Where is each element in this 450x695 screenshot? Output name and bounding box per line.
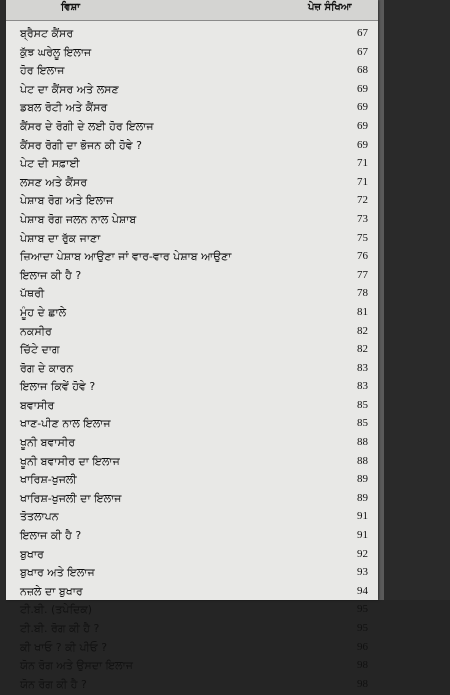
toc-entry: [6, 361, 378, 380]
toc-entry: [6, 175, 378, 194]
toc-entry-title: ਇਲਾਜ ਕਿਵੇਂ ਹੋਵੇ ?: [20, 380, 96, 394]
toc-entry-title: ਪੇਟ ਦਾ ਕੈਂਸਰ ਅਤੇ ਲਸਣ: [20, 82, 119, 96]
toc-entry-page: 67: [357, 27, 368, 39]
toc-entry-page: 85: [357, 398, 368, 411]
toc-entry-page: 69: [357, 138, 368, 151]
toc-entry: [6, 565, 378, 584]
toc-entry-title: ਮੂੰਹ ਦੇ ਛਾਲੇ: [20, 305, 67, 319]
toc-entry: [6, 621, 378, 640]
toc-entry: [6, 26, 378, 45]
toc-entry-title: ਖੂਨੀ ਬਵਾਸੀਰ ਦਾ ਇਲਾਜ: [20, 454, 120, 468]
toc-entry: [6, 212, 378, 231]
toc-entry-title: ਇਲਾਜ ਕੀ ਹੈ ?: [20, 268, 82, 282]
toc-entry: [6, 63, 378, 82]
toc-entry-page: 73: [357, 212, 368, 225]
toc-entry: [6, 324, 378, 343]
toc-entry: [6, 602, 378, 621]
toc-entry: [6, 231, 378, 250]
toc-entry-title: ਤੋਤਲਾਪਨ: [20, 510, 59, 524]
toc-entry-page: 75: [357, 231, 368, 244]
toc-entry-title: ਯੋਨ ਰੋਗ ਅਤੇ ਉਸਦਾ ਇਲਾਜ: [20, 659, 133, 673]
toc-entry: [6, 249, 378, 268]
toc-entry-page: 82: [357, 343, 368, 356]
toc-entry: [6, 677, 378, 695]
toc-entry-title: ਪੇਸ਼ਾਬ ਰੋਗ ਅਤੇ ਇਲਾਜ: [20, 194, 114, 208]
toc-entry-page: 71: [357, 175, 368, 188]
toc-entry: [6, 119, 378, 138]
book-page: [6, 0, 378, 691]
toc-entry-page: 85: [357, 417, 368, 430]
page-column-header: ਪੇਜ਼ ਸੰਖਿਆ: [308, 2, 352, 13]
toc-entry: [6, 491, 378, 510]
toc-entry: [6, 509, 378, 528]
toc-entry-title: ਪੇਸ਼ਾਬ ਰੋਗ ਜਲਨ ਨਾਲ ਪੇਸ਼ਾਬ: [20, 212, 137, 226]
toc-entry-page: 93: [357, 566, 368, 579]
toc-entry-title: ਡਬਲ ਰੋਟੀ ਅਤੇ ਕੈਂਸਰ: [20, 101, 108, 115]
toc-entry: [6, 640, 378, 659]
toc-entry-title: ਖਾਰਿਸ਼-ਖੁਜਲੀ ਦਾ ਇਲਾਜ: [20, 491, 122, 505]
toc-entry-page: 91: [357, 529, 368, 542]
toc-entry-page: 67: [357, 45, 368, 58]
toc-entry: [6, 435, 378, 454]
toc-entry-page: 88: [357, 454, 368, 467]
toc-entry-page: 96: [357, 640, 368, 653]
toc-entry-title: ਖੂਨੀ ਬਵਾਸੀਰ: [20, 436, 76, 450]
toc-entry-page: 71: [357, 157, 368, 170]
toc-entry-title: ਟੀ.ਬੀ. (ਤਪੇਦਿਕ): [20, 603, 93, 617]
toc-entry-title: ਰੋਗ ਦੇ ਕਾਰਨ: [20, 361, 74, 375]
toc-entry-page: 83: [357, 361, 368, 374]
toc-entry: [6, 658, 378, 677]
toc-entry-title: ਕੈਂਸਰ ਰੋਗੀ ਦਾ ਭੋਜਨ ਕੀ ਹੋਵੇ ?: [20, 138, 142, 152]
toc-entry-title: ਪੇਸ਼ਾਬ ਦਾ ਰੁੱਕ ਜਾਣਾ: [20, 231, 101, 245]
toc-entry-title: ਖਾਰਿਸ਼-ਖੁਜਲੀ: [20, 473, 77, 487]
toc-entry: [6, 547, 378, 566]
toc-entry: [6, 156, 378, 175]
toc-entry-page: 82: [357, 324, 368, 337]
toc-entry-page: 98: [357, 677, 368, 690]
toc-entry-page: 69: [357, 82, 368, 95]
toc-entry-page: 68: [357, 64, 368, 77]
toc-entry: [6, 454, 378, 473]
toc-entry-page: 76: [357, 250, 368, 263]
toc-entry-title: ਚਿੱਟੇ ਦਾਗ: [20, 343, 60, 357]
toc-entry-page: 81: [357, 305, 368, 318]
toc-entry-title: ਨਜ਼ਲੇ ਦਾ ਬੁਖਾਰ: [20, 584, 83, 598]
toc-header: [6, 0, 378, 21]
toc-entry-title: ਹੋਰ ਇਲਾਜ: [20, 64, 65, 78]
toc-entry-page: 98: [357, 659, 368, 672]
toc-entry-page: 92: [357, 547, 368, 560]
toc-entry: [6, 305, 378, 324]
toc-entry-page: 77: [357, 268, 368, 281]
toc-entry-page: 78: [357, 287, 368, 300]
toc-entry-page: 95: [357, 622, 368, 634]
toc-entry-page: 88: [357, 436, 368, 449]
toc-entry: [6, 528, 378, 547]
toc-entry-title: ਕੀ ਖਾਓ ? ਕੀ ਪੀਓ ?: [20, 640, 108, 654]
toc-entry-title: ਜ਼ਿਆਦਾ ਪੇਸ਼ਾਬ ਆਉਣਾ ਜਾਂ ਵਾਰ-ਵਾਰ ਪੇਸ਼ਾਬ ਆਉਣਾ: [20, 250, 232, 264]
toc-entry-title: ਨਕਸੀਰ: [20, 324, 52, 338]
toc-entry-title: ਬੁਖਾਰ: [20, 547, 44, 561]
table-of-contents: [6, 26, 378, 695]
toc-entry: [6, 398, 378, 417]
toc-entry: [6, 82, 378, 101]
toc-entry: [6, 193, 378, 212]
toc-entry-title: ਕੈਂਸਰ ਦੇ ਰੋਗੀ ਦੇ ਲਈ ਹੋਰ ਇਲਾਜ: [20, 119, 154, 133]
toc-entry-page: 72: [357, 194, 368, 207]
toc-entry-title: ਲਸਣ ਅਤੇ ਕੈਂਸਰ: [20, 175, 88, 189]
toc-entry-page: 94: [357, 584, 368, 597]
toc-entry-page: 91: [357, 510, 368, 523]
toc-entry-page: 83: [357, 380, 368, 393]
toc-entry: [6, 342, 378, 361]
toc-entry-page: 69: [357, 101, 368, 114]
toc-entry: [6, 45, 378, 64]
toc-entry: [6, 100, 378, 119]
toc-entry-title: ਬਵਾਸੀਰ: [20, 398, 55, 412]
toc-entry-page: 89: [357, 473, 368, 486]
toc-entry-title: ਯੋਨ ਰੋਗ ਕੀ ਹੈ ?: [20, 677, 87, 691]
toc-entry: [6, 472, 378, 491]
toc-entry: [6, 286, 378, 305]
toc-entry-title: ਕੁੱਝ ਘਰੇਲੂ ਇਲਾਜ: [20, 45, 92, 59]
toc-entry-page: 89: [357, 491, 368, 504]
toc-entry-title: ਟੀ.ਬੀ. ਰੋਗ ਕੀ ਹੈ ?: [20, 622, 100, 635]
toc-entry-title: ਇਲਾਜ ਕੀ ਹੈ ?: [20, 529, 82, 543]
toc-entry: [6, 138, 378, 157]
toc-entry-page: 69: [357, 119, 368, 132]
toc-entry-title: ਪੱਥਰੀ: [20, 287, 45, 301]
topic-column-header: ਵਿਸ਼ਾ: [61, 2, 80, 13]
toc-entry-title: ਖਾਣ-ਪੀਣ ਨਾਲ ਇਲਾਜ: [20, 417, 111, 431]
toc-entry-title: ਬੁਖਾਰ ਅਤੇ ਇਲਾਜ: [20, 566, 95, 580]
toc-entry: [6, 268, 378, 287]
toc-entry-title: ਬ੍ਰੈਸਟ ਕੈਂਸਰ: [20, 27, 74, 40]
toc-entry: [6, 416, 378, 435]
toc-entry: [6, 379, 378, 398]
toc-entry-title: ਪੇਟ ਦੀ ਸਫ਼ਾਈ: [20, 157, 80, 171]
toc-entry-page: 95: [357, 603, 368, 616]
